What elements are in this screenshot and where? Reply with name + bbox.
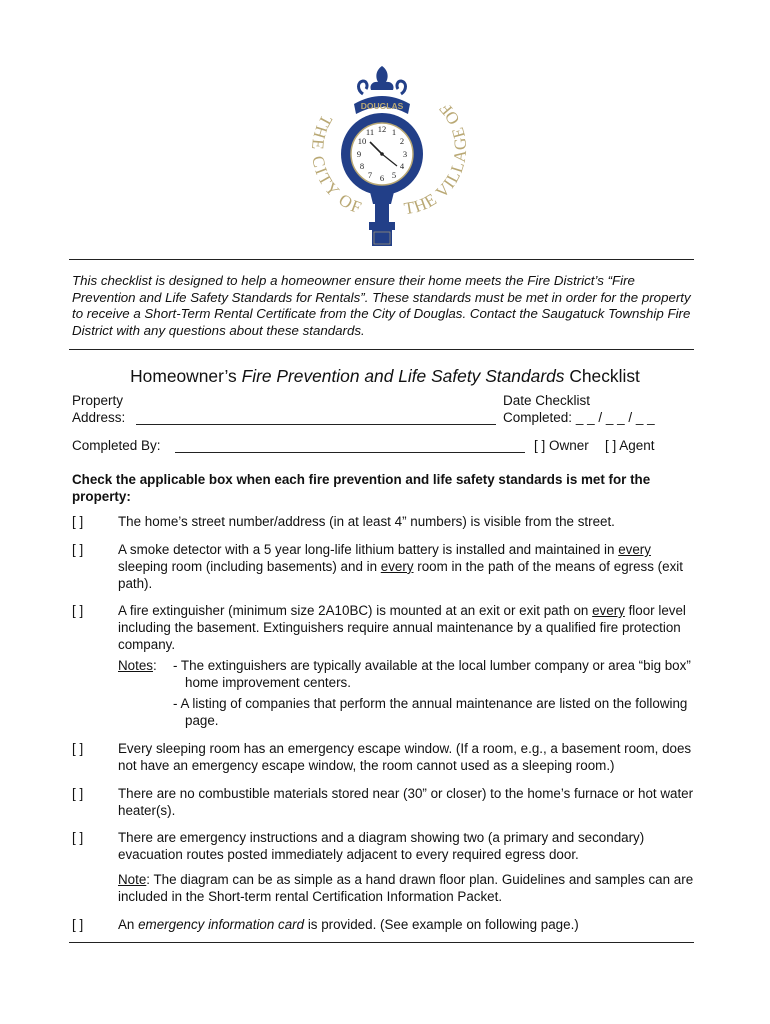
city-of-douglas-logo xyxy=(297,64,467,250)
date-label-line1: Date Checklist xyxy=(503,393,591,408)
item-text: There are no combustible materials stored near (30” or closer) to the home’s furnace or hot water heater(s). xyxy=(118,786,694,818)
top-divider xyxy=(69,259,694,260)
title-part-2: Fire Prevention and Life Safety Standards xyxy=(241,366,565,386)
item-checkbox[interactable]: [ ] xyxy=(72,542,84,557)
item-text: There are emergency instructions and a diagram showing two (a primary and secondary) evacuation routes posted immediately adjacent to every required egress door. xyxy=(118,830,645,862)
clock-tower-emblem xyxy=(297,64,467,250)
item-checkbox[interactable]: [ ] xyxy=(72,830,84,845)
diagram-note-label: Note xyxy=(118,872,147,887)
property-label-line2: Address: xyxy=(72,410,126,425)
svg-text:10: 10 xyxy=(357,136,367,146)
item-checkbox[interactable]: [ ] xyxy=(72,741,84,756)
page-title xyxy=(0,366,770,386)
completed-by-field[interactable] xyxy=(175,452,525,453)
svg-text:12: 12 xyxy=(377,124,387,134)
date-completed-field[interactable]: _ _ / _ _ / _ _ xyxy=(575,410,655,425)
svg-text:5: 5 xyxy=(391,170,397,180)
item-text: An emergency information card is provided. (See example on following page.) xyxy=(118,917,579,932)
item-checkbox[interactable]: [ ] xyxy=(72,603,84,618)
completed-by-label: Completed By: xyxy=(72,438,161,453)
property-label-line1: Property xyxy=(72,393,124,408)
bottom-divider xyxy=(69,942,694,943)
ring-text-right: THE VILL E OF xyxy=(402,98,467,219)
svg-text:3: 3 xyxy=(402,149,408,159)
notes-label: Notes: xyxy=(118,658,157,673)
agent-checkbox[interactable]: [ ] Agent xyxy=(605,438,655,453)
diagram-note-text: : The diagram can be as simple as a hand drawn floor plan. Guidelines and samples can are included in the Short-term rental Certification Information Packet. xyxy=(118,872,694,904)
property-address-field[interactable] xyxy=(136,424,496,425)
svg-text:8: 8 xyxy=(359,161,365,171)
item-checkbox[interactable]: [ ] xyxy=(72,786,84,801)
note-2: - A listing of companies that perform the annual maintenance are listed on the following page. xyxy=(173,696,688,728)
item-text: The home’s street number/address (in at least 4” numbers) is visible from the street. xyxy=(118,514,615,529)
item-text: A fire extinguisher (minimum size 2A10BC) is mounted at an exit or exit path on every floor level including the basement. Extinguishers require annual maintenance by a qualified fire protection company. xyxy=(118,603,686,652)
intro-divider xyxy=(69,349,694,350)
date-completed-line xyxy=(503,410,655,427)
date-label-line2: Completed: xyxy=(503,410,573,425)
ring-text-left: THE CITY OF xyxy=(307,111,366,219)
logo-banner-text: DOUGLAS xyxy=(360,101,404,111)
intro-paragraph: This checklist is designed to help a homeowner ensure their home meets the Fire District’s “Fire Prevention and Life Safety Standards for Rentals”. These standards must be met in order for the property to receive a Short-Term Rental Certificate from the City of Douglas. Contact the Saugatuck Township Fire District with any questions about these standards. xyxy=(72,273,691,338)
owner-checkbox[interactable]: [ ] Owner xyxy=(534,438,589,453)
svg-text:11: 11 xyxy=(365,127,375,137)
item-text: Every sleeping room has an emergency escape window. (If a room, e.g., a basement room, does not have an emergency escape window, the room cannot used as a sleeping room.) xyxy=(118,741,692,773)
checklist-instructions: Check the applicable box when each fire prevention and life safety standards is met for the property: xyxy=(72,472,651,504)
svg-text:9: 9 xyxy=(356,149,362,159)
svg-text:6: 6 xyxy=(379,173,385,183)
title-part-1: Homeowner’s xyxy=(130,366,242,386)
item-text: A smoke detector with a 5 year long-life lithium battery is installed and maintained in every sleeping room (including basements) and in every room in the path of the means of egress (exit path). xyxy=(118,542,683,591)
note-1: - The extinguishers are typically available at the local lumber company or area “big box” home improvement centers. xyxy=(173,658,691,690)
svg-text:4: 4 xyxy=(399,161,405,171)
diagram-note xyxy=(118,872,702,906)
svg-text:1: 1 xyxy=(391,127,397,137)
title-part-3: Checklist xyxy=(564,366,640,386)
svg-text:7: 7 xyxy=(367,170,373,180)
item-checkbox[interactable]: [ ] xyxy=(72,514,84,529)
svg-text:2: 2 xyxy=(399,136,405,146)
item-checkbox[interactable]: [ ] xyxy=(72,917,84,932)
